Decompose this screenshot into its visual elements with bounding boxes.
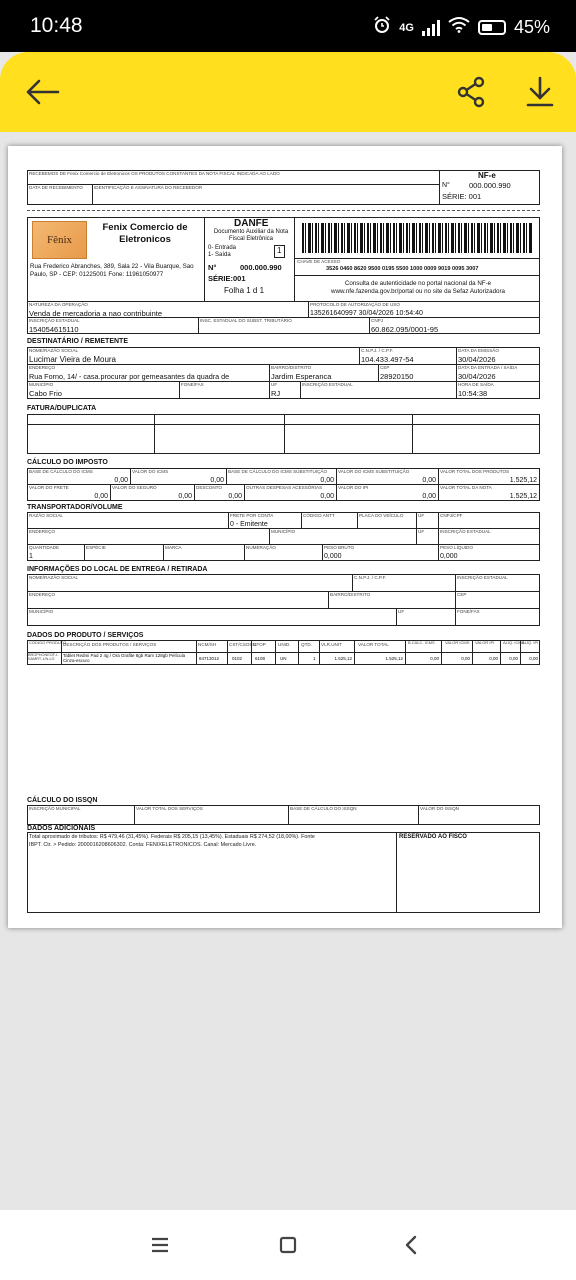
recipient-time: 10:54:38 (458, 389, 488, 398)
additional-section: DADOS ADICIONAIS (27, 825, 96, 832)
col-aliq-ipi: ALÍQ. IPI (522, 640, 539, 645)
col-sep (196, 640, 197, 665)
col-sep (275, 640, 276, 665)
recipient-city: Cabo Frio (29, 389, 62, 398)
product-cst: 0102 (232, 656, 243, 661)
fisco-label: RESERVADO AO FISCO (399, 834, 467, 840)
tax-base-icms-value: 0,00 (114, 477, 128, 484)
product-aliq-ipi: 0,00 (529, 656, 538, 661)
delivery-city-label: MUNICÍPIO (29, 609, 54, 614)
col-sep (520, 640, 521, 665)
recipient-name-label: NOME/RAZÃO SOCIAL (29, 348, 79, 353)
col-sep (500, 640, 501, 665)
receipt-date-label: DATA DE RECEBIMENTO (29, 185, 83, 190)
issqn-im-label: INSCRIÇÃO MUNICIPAL (29, 806, 81, 811)
status-time: 10:48 (30, 14, 83, 37)
access-key-label: CHAVE DE ACESSO (297, 259, 341, 264)
access-key: 3526 0460 8620 9500 0195 5500 1000 0009 9019 0095 3007 (326, 266, 479, 272)
recipient-address-label: ENDEREÇO (29, 365, 56, 370)
product-code: BROPHONEOF-I-SAMRT-1/N-LG (28, 653, 59, 661)
product-description: Tablet Redmi Pad 2 4g / Ora Grafite 8gb Ram 128gb Película Cinza-escuro (63, 653, 186, 663)
recipient-uf-label: UF (271, 382, 278, 387)
recipient-uf: RJ (271, 389, 281, 398)
share-icon (455, 76, 487, 108)
col-sep (441, 640, 442, 665)
delivery-uf-box (396, 608, 456, 626)
delivery-phone-label: FONE/FAX (457, 609, 480, 614)
issqn-total-label: VALOR TOTAL DOS SERVIÇOS (136, 806, 203, 811)
col-sep (405, 640, 406, 665)
danfe-number-prefix: N° (208, 263, 217, 272)
download-icon (525, 76, 555, 108)
delivery-address-box (27, 591, 329, 609)
transport-qty-label: QUANTIDADE (29, 545, 60, 550)
danfe-saida: 1- Saída (208, 252, 231, 258)
invoice-col3 (412, 414, 413, 454)
tax-icms-st-label: VALOR DO ICMS SUBSTITUIÇÃO (338, 469, 410, 474)
back-button[interactable] (22, 72, 62, 112)
recipient-district-label: BAIRRO/DISTRITO (271, 365, 312, 370)
col-code: CÓDIGO PRODUTO (29, 640, 67, 645)
transport-uf2-label: UF (418, 529, 425, 534)
tax-frete-label: VALOR DO FRETE (29, 485, 69, 490)
issqn-value-label: VALOR DO ISSQN (420, 806, 459, 811)
delivery-name-label: NOME/RAZÃO SOCIAL (29, 575, 79, 580)
tax-section: CÁLCULO DO IMPOSTO (27, 459, 108, 466)
tax-total-note-value: 1.525,12 (509, 493, 537, 500)
document-viewer[interactable] (0, 132, 576, 1210)
product-aliq-icms: 0,00 (509, 656, 518, 661)
protocol-label: PROTOCOLO DE AUTORIZAÇÃO DE USO (310, 302, 400, 307)
fisco-box (396, 832, 540, 913)
transport-uf-label: UF (418, 513, 425, 518)
danfe-subtitle: Documento Auxiliar da Nota Fiscal Eletrônica (213, 229, 289, 243)
recipient-ie-label: INSCRIÇÃO ESTADUAL (302, 382, 353, 387)
emitter-logo (32, 221, 87, 259)
tax-base-icms-label: BASE DE CÁLCULO DO ICMS (29, 469, 93, 474)
transport-antt-label: CÓDIGO ANTT (303, 513, 335, 518)
emitter-address: Rua Frederico Abranches, 389, Sala 22 - Vila Buarque, Sao Paulo, SP - CEP: 01225001 Fone: 11961050977 (30, 263, 194, 278)
additional-text-2: IBPT. Ctr. > Pedido: 2000016208606302. Conta: FENIXELETRONICOS. Canal: Mercado Livre. (29, 842, 257, 848)
col-description: DESCRIÇÃO DOS PRODUTOS / SERVIÇOS (63, 642, 157, 647)
tax-total-note-label: VALOR TOTAL DA NOTA (440, 485, 492, 490)
product-ncm: 84713012 (199, 656, 220, 661)
issqn-base-label: BASE DE CÁLCULO DO ISSQN (290, 806, 357, 811)
recipient-name: Lucimar Vieira de Moura (29, 355, 117, 364)
transport-placa-label: PLACA DO VEÍCULO (359, 513, 404, 518)
home-button[interactable] (268, 1228, 308, 1262)
back-nav-button[interactable] (391, 1228, 431, 1262)
product-unit: UN (280, 656, 287, 661)
transport-frete-value: 0 - Emitente (230, 521, 268, 528)
tax-frete-value: 0,00 (94, 493, 108, 500)
battery-level: 45% (513, 17, 550, 37)
transport-qty-value: 1 (29, 553, 33, 560)
tax-icms-label: VALOR DO ICMS (132, 469, 169, 474)
recipient-section: DESTINATÁRIO / REMETENTE (27, 338, 128, 345)
col-bc-icms: B.CÁLC. ICMS (408, 640, 435, 645)
delivery-section: INFORMAÇÕES DO LOCAL DE ENTREGA / RETIRADA (27, 566, 208, 573)
transport-address-box (27, 528, 270, 545)
recipient-phone-label: FONE/FAX (181, 382, 204, 387)
wifi-icon (448, 17, 470, 38)
system-nav-bar (0, 1210, 576, 1280)
delivery-district-label: BAIRRO/DISTRITO (330, 592, 371, 597)
tax-total-products-value: 1.525,12 (509, 477, 537, 484)
col-qty: QTD. (301, 642, 312, 647)
tax-icms-value: 0,00 (210, 477, 224, 484)
invoice-section: FATURA/DUPLICATA (27, 405, 97, 412)
product-total: 1.525,12 (385, 656, 403, 661)
barcode (302, 223, 532, 253)
recipient-city-label: MUNICÍPIO (29, 382, 54, 387)
col-unit-value: VLR.UNIT (321, 642, 342, 647)
col-aliq-icms: ALÍQ. ICMS (503, 640, 525, 645)
col-ncm: NCM/SH (198, 642, 217, 647)
recipient-cpf: 104.433.497-54 (361, 355, 414, 364)
cut-line (27, 210, 540, 211)
transport-ie-label: INSCRIÇÃO ESTADUAL (440, 529, 491, 534)
tax-seguro-label: VALOR DO SEGURO (112, 485, 157, 490)
tax-outras-label: OUTRAS DESPESAS ACESSÓRIAS (246, 485, 323, 490)
recipient-time-label: HORA DE SAÍDA (458, 382, 494, 387)
issqn-section: CÁLCULO DO ISSQN (27, 797, 98, 804)
emitter-logo-text: Fênix (46, 234, 73, 246)
alarm-icon (373, 16, 391, 39)
chevron-left-icon (403, 1235, 419, 1255)
col-sep (472, 640, 473, 665)
product-unit-value: 1.525,12 (334, 656, 352, 661)
col-cfop: CFOP (253, 642, 266, 647)
tax-desconto-value: 0,00 (228, 493, 242, 500)
col-ipi: VALOR IPI (475, 640, 495, 645)
col-cst: CST/CSOSN (229, 642, 256, 647)
danfe-serie: SÉRIE:001 (208, 274, 246, 283)
transport-peso-bruto-label: PESO BRUTO (324, 545, 355, 550)
home-square-icon (278, 1235, 298, 1255)
recipient-district: Jardim Esperanca (271, 372, 332, 381)
danfe-page (8, 146, 562, 928)
receipt-number: 000.000.990 (469, 181, 511, 190)
col-total: VALOR TOTAL (358, 642, 389, 647)
battery-icon (478, 20, 506, 35)
tax-ipi-label: VALOR DO IPI (338, 485, 369, 490)
danfe-type: 1 (277, 246, 282, 255)
recipient-exit-date: 30/04/2026 (458, 372, 496, 381)
recipient-emission-label: DATA DA EMISSÃO (458, 348, 499, 353)
tax-icms-st-value: 0,00 (422, 477, 436, 484)
ie-value: 154054615110 (29, 325, 79, 334)
share-button[interactable] (451, 72, 491, 112)
recipient-address: Rua Forno, 14/ - casa.procurar por gemeasantes da quadra de (29, 372, 230, 381)
additional-text-1: Total aproximado de tributos: R$ 479,46 (31,45%). Federais R$ 205,15 (13,45%). Estaduais R$ 274,52 (18,00%). Fonte (29, 834, 315, 840)
receipt-number-prefix: N° (442, 182, 450, 189)
delivery-address-label: ENDEREÇO (29, 592, 56, 597)
receipt-nfe: NF-e (478, 171, 496, 180)
signal-icon (422, 20, 440, 36)
status-icons (373, 16, 550, 39)
nature-label: NATUREZA DA OPERAÇÃO (29, 302, 88, 307)
transport-address-label: ENDEREÇO (29, 529, 56, 534)
danfe-entrada: 0- Entrada (208, 245, 237, 251)
transport-razao-label: RAZÃO SOCIAL (29, 513, 63, 518)
danfe-title: DANFE (234, 218, 269, 229)
invoice-col2 (284, 414, 285, 454)
status-bar (0, 0, 576, 52)
transport-city-label: MUNICÍPIO (271, 529, 296, 534)
network-type: 4G (399, 21, 414, 34)
delivery-cnpj-label: C.N.P.J. / C.P.F. (354, 575, 387, 580)
transport-cnpj-label: CNPJ/CPF (440, 513, 463, 518)
danfe-folha: Folha 1 d 1 (224, 286, 265, 295)
col-sep (298, 640, 299, 665)
ie-st-label: INSC. ESTADUAL DO SUBST. TRIBUTÁRIO (200, 318, 292, 323)
consult-text: Consulta de autenticidade no portal nacional da NF-e www.nfe.fazenda.gov.br/portal ou no site da Sefaz Autorizadora (331, 280, 505, 295)
col-sep (319, 640, 320, 665)
col-icms: VALOR ICMS (445, 640, 470, 645)
transport-frete-label: FRETE POR CONTA (230, 513, 274, 518)
menu-icon (150, 1236, 170, 1254)
product-cfop: 6108 (255, 656, 266, 661)
products-section: DADOS DO PRODUTO / SERVIÇOS (27, 632, 144, 639)
tax-total-products-label: VALOR TOTAL DOS PRODUTOS (440, 469, 510, 474)
tax-base-st-value: 0,00 (320, 477, 334, 484)
app-bar (0, 52, 576, 132)
product-qty: 1 (313, 656, 316, 661)
tax-seguro-value: 0,00 (178, 493, 192, 500)
ie-label: INSCRIÇÃO ESTADUAL (29, 318, 80, 323)
col-sep (227, 640, 228, 665)
nature-value: Venda de mercadoria a nao contribuinte (29, 309, 163, 318)
delivery-uf-label: UF (398, 609, 405, 614)
transport-peso-bruto-value: 0,000 (324, 553, 342, 560)
invoice-col1 (154, 414, 155, 454)
col-sep (251, 640, 252, 665)
cnpj-label: CNPJ (371, 318, 383, 323)
delivery-cep-box (455, 591, 540, 609)
transport-marca-label: MARCA (165, 545, 182, 550)
arrow-left-icon (24, 78, 60, 106)
recipient-exit-date-label: DATA DA ENTRADA / SAÍDA (458, 365, 518, 370)
col-sep (61, 640, 62, 665)
tax-base-st-label: BASE DE CÁLCULO DO ICMS SUBSTITUIÇÃO (228, 469, 328, 474)
protocol-value: 135261640997 30/04/2026 10:54:40 (310, 310, 423, 317)
recipient-cep: 28920150 (380, 372, 414, 381)
product-icms: 0,00 (461, 656, 470, 661)
transport-especie-label: ESPÉCIE (86, 545, 106, 550)
transport-peso-liquido-value: 0,000 (440, 553, 458, 560)
download-button[interactable] (520, 72, 560, 112)
delivery-cep-label: CEP (457, 592, 467, 597)
recent-apps-button[interactable] (140, 1228, 180, 1262)
recipient-cep-label: CEP (380, 365, 390, 370)
receipt-text: RECEBEMOS DE Fenix Comercio de Eletronicos OS PRODUTOS CONSTANTES DA NOTA FISCAL INDICADA AO LADO (29, 171, 280, 176)
delivery-ie-label: INSCRIÇÃO ESTADUAL (457, 575, 508, 580)
tax-desconto-label: DESCONTO (196, 485, 222, 490)
tax-ipi-value: 0,00 (422, 493, 436, 500)
product-bc-icms: 0,00 (430, 656, 439, 661)
col-sep (354, 640, 355, 665)
tax-outras-value: 0,00 (320, 493, 334, 500)
danfe-number: 000.000.990 (240, 263, 282, 272)
receipt-serie: SÉRIE: 001 (442, 192, 482, 201)
cnpj-value: 60.862.095/0001-95 (371, 325, 439, 334)
receipt-signature-label: IDENTIFICAÇÃO E ASSINATURA DO RECEBEDOR (94, 185, 203, 190)
emitter-name: Fenix Comercio de Eletronicos (102, 222, 188, 246)
col-unit: UNID. (278, 642, 291, 647)
delivery-city-box (27, 608, 397, 626)
transport-section: TRANSPORTADOR/VOLUME (27, 504, 123, 511)
recipient-cpf-label: C.N.P.J. / C.P.F. (361, 348, 394, 353)
transport-peso-liquido-label: PESO LÍQUIDO (440, 545, 473, 550)
transport-numeracao-label: NUMERAÇÃO (246, 545, 276, 550)
recipient-emission: 30/04/2026 (458, 355, 496, 364)
product-ipi: 0,00 (489, 656, 498, 661)
